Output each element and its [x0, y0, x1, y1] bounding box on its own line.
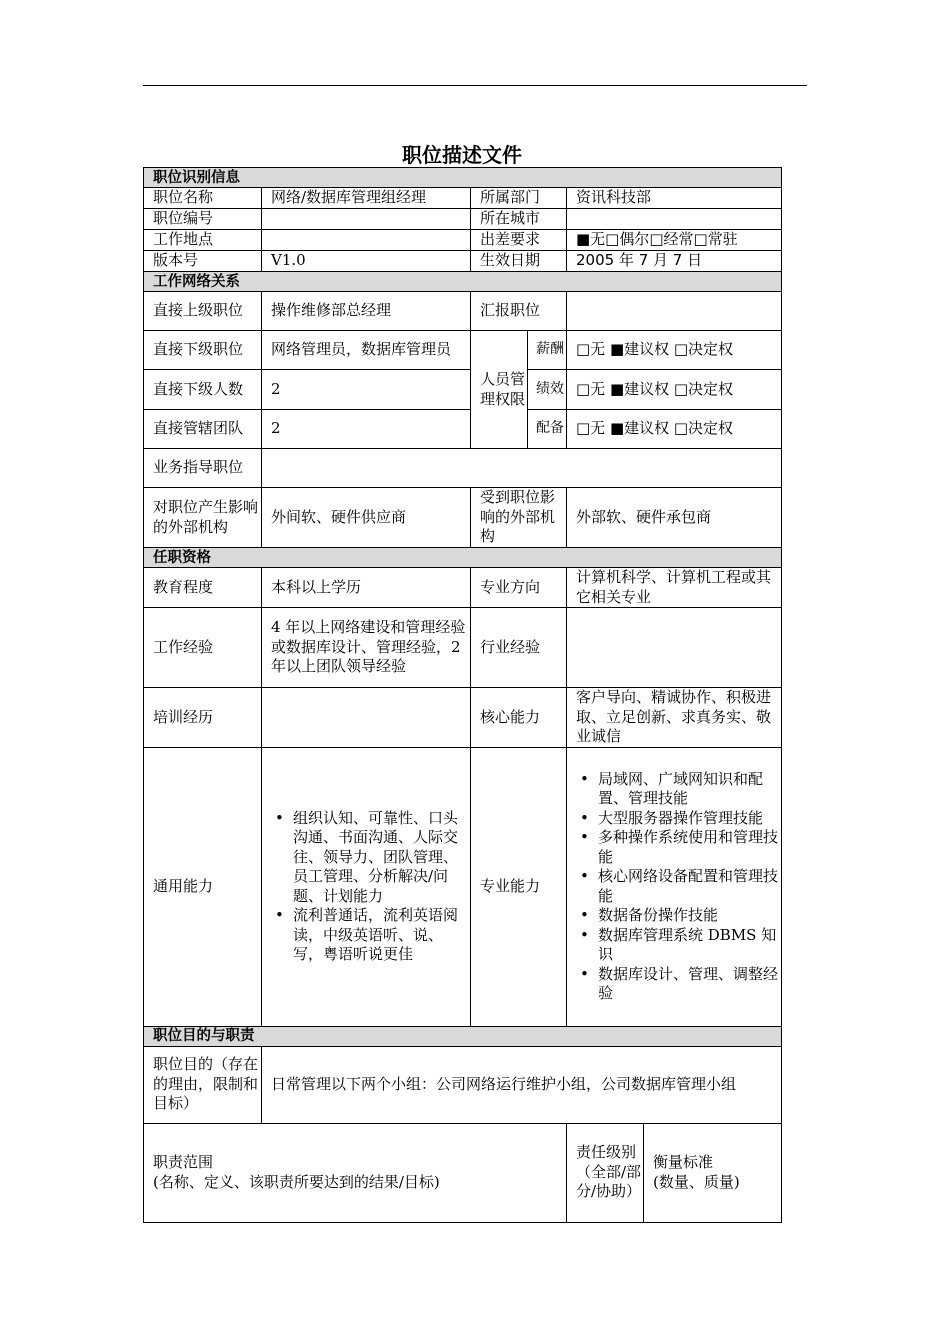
major-value: 计算机科学、计算机工程或其它相关专业 [567, 568, 782, 608]
section-network: 工作网络关系 [144, 272, 782, 292]
external-affecting-label: 对职位产生影响的外部机构 [144, 488, 262, 548]
perm-staffing-value: □无 ■建议权 □决定权 [567, 410, 782, 449]
department-value: 资讯科技部 [567, 188, 782, 209]
city-value [567, 209, 782, 230]
document-title: 职位描述文件 [402, 143, 522, 167]
report-to-value [567, 292, 782, 331]
training-label: 培训经历 [144, 688, 262, 748]
version-value: V1.0 [262, 251, 471, 272]
measure-subtitle: (数量、质量) [653, 1172, 740, 1191]
responsibility-scope-header [144, 1123, 567, 1222]
measure-label: 衡量标准 [653, 1153, 714, 1171]
position-code-value [262, 209, 471, 230]
industry-experience-label: 行业经验 [471, 608, 567, 688]
scope-subtitle: (名称、定义、该职责所要达到的结果/目标) [153, 1172, 440, 1191]
perm-salary-label: 薪酬 [528, 331, 567, 370]
list-item: • 数据库设计、管理、调整经验 [598, 965, 781, 1004]
department-label: 所属部门 [471, 188, 567, 209]
list-item: • 大型服务器操作管理技能 [598, 809, 781, 829]
list-item: • 组织认知、可靠性、口头沟通、书面沟通、人际交往、领导力、团队管理、员工管理、分析解决/问题、计划能力 [293, 809, 470, 907]
perm-performance-value: □无 ■建议权 □决定权 [567, 370, 782, 410]
header-rule [143, 85, 807, 86]
external-affected-label: 受到职位影响的外部机构 [471, 488, 567, 548]
professional-competency-label: 专业能力 [471, 747, 567, 1026]
work-experience-label: 工作经验 [144, 608, 262, 688]
travel-value: ■无□偶尔□经常□常驻 [567, 230, 782, 251]
list-item: • 数据备份操作技能 [598, 906, 781, 926]
hr-authority-label: 人员管理权限 [471, 331, 528, 449]
core-competency-value: 客户导向、精诚协作、积极进取、立足创新、求真务实、敬业诚信 [567, 688, 782, 748]
list-item: • 多种操作系统使用和管理技能 [598, 828, 781, 867]
purpose-value: 日常管理以下两个小组：公司网络运行维护小组，公司数据库管理小组 [262, 1046, 782, 1123]
general-competency-value [262, 747, 471, 1026]
effective-date-value: 2005 年 7 月 7 日 [567, 251, 782, 272]
position-name-value: 网络/数据库管理组经理 [262, 188, 471, 209]
professional-competency-list [576, 770, 781, 1004]
version-label: 版本号 [144, 251, 262, 272]
major-label: 专业方向 [471, 568, 567, 608]
list-item: • 数据库管理系统 DBMS 知识 [598, 926, 781, 965]
subordinate-count-value: 2 [262, 370, 471, 410]
general-competency-list [271, 809, 470, 965]
work-experience-value: 4 年以上网络建设和管理经验或数据库设计、管理经验，2 年以上团队领导经验 [262, 608, 471, 688]
position-name-label: 职位名称 [144, 188, 262, 209]
measure-header [644, 1123, 782, 1222]
travel-label: 出差要求 [471, 230, 567, 251]
external-affecting-value: 外间软、硬件供应商 [262, 488, 471, 548]
perm-staffing-label: 配备 [528, 410, 567, 449]
education-value: 本科以上学历 [262, 568, 471, 608]
list-item: • 核心网络设备配置和管理技能 [598, 867, 781, 906]
section-qualifications: 任职资格 [144, 548, 782, 568]
work-location-label: 工作地点 [144, 230, 262, 251]
scope-label: 职责范围 [153, 1153, 214, 1171]
purpose-label: 职位目的（存在的理由，限制和目标） [144, 1046, 262, 1123]
position-code-label: 职位编号 [144, 209, 262, 230]
work-location-value [262, 230, 471, 251]
perm-performance-label: 绩效 [528, 370, 567, 410]
subordinate-value: 网络管理员，数据库管理员 [262, 331, 471, 370]
effective-date-label: 生效日期 [471, 251, 567, 272]
professional-competency-value [567, 747, 782, 1026]
list-item: • 局域网、广域网知识和配置、管理技能 [598, 770, 781, 809]
city-label: 所在城市 [471, 209, 567, 230]
team-label: 直接管辖团队 [144, 410, 262, 449]
education-label: 教育程度 [144, 568, 262, 608]
list-item: • 流利普通话，流利英语阅读，中级英语听、说、写，粤语听说更佳 [293, 906, 470, 965]
external-affected-value: 外部软、硬件承包商 [567, 488, 782, 548]
training-value [262, 688, 471, 748]
perm-salary-value: □无 ■建议权 □决定权 [567, 331, 782, 370]
job-description-table [143, 167, 782, 1223]
guidance-value [262, 449, 782, 488]
industry-experience-value [567, 608, 782, 688]
report-to-label: 汇报职位 [471, 292, 567, 331]
subordinate-count-label: 直接下级人数 [144, 370, 262, 410]
superior-label: 直接上级职位 [144, 292, 262, 331]
section-purpose: 职位目的与职责 [144, 1026, 782, 1046]
subordinate-label: 直接下级职位 [144, 331, 262, 370]
general-competency-label: 通用能力 [144, 747, 262, 1026]
team-value: 2 [262, 410, 471, 449]
guidance-label: 业务指导职位 [144, 449, 262, 488]
section-identification: 职位识别信息 [144, 168, 782, 188]
superior-value: 操作维修部总经理 [262, 292, 471, 331]
responsibility-level-header: 责任级别（全部/部分/协助） [567, 1123, 644, 1222]
core-competency-label: 核心能力 [471, 688, 567, 748]
